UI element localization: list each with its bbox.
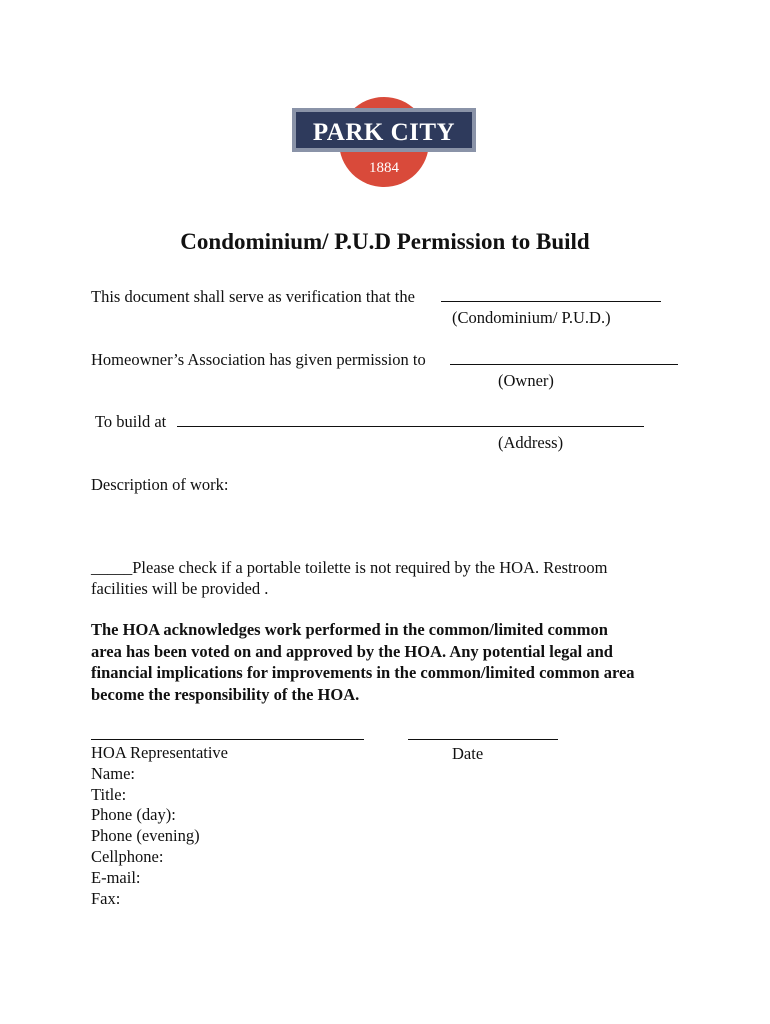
representative-signature-line[interactable] [91, 739, 364, 740]
logo-year: 1884 [369, 160, 399, 176]
page-title: Condominium/ P.U.D Permission to Build [180, 229, 590, 254]
acknowledgement-line: The HOA acknowledges work performed in the common/limited common [91, 620, 608, 639]
rep-label: HOA Representative [91, 743, 229, 762]
permission-text: Homeowner’s Association has given permission to [91, 350, 426, 369]
rep-field-fax: Fax: [91, 888, 121, 908]
acknowledgement-line: become the responsibility of the HOA. [91, 684, 360, 704]
build-text: To build at [95, 412, 167, 431]
rep-field-name: Name: [91, 763, 135, 783]
representative-fields [91, 743, 228, 909]
rep-field-cellphone: Cellphone: [91, 846, 164, 866]
condominium-caption: (Condominium/ P.U.D.) [452, 308, 611, 327]
acknowledgement-line: financial implications for improvements in the common/limited common area [91, 663, 635, 682]
rep-field-email: E-mail: [91, 867, 141, 887]
date-label: Date [452, 744, 484, 763]
acknowledgement-line: area has been voted on and approved by the HOA. Any potential legal and [91, 641, 613, 661]
description-label: Description of work: [91, 475, 229, 494]
toilette-note: facilities will be provided . [91, 579, 269, 598]
rep-field-phone-evening: Phone (evening) [91, 826, 200, 846]
toilette-check-line[interactable]: _____Please check if a portable toilette is not required by the HOA. Restroom [91, 558, 608, 577]
owner-caption: (Owner) [498, 371, 554, 390]
address-field[interactable] [177, 426, 644, 427]
rep-field-title: Title: [91, 784, 127, 804]
acknowledgement-paragraph [91, 619, 691, 705]
park-city-logo [288, 90, 480, 194]
owner-field[interactable] [450, 364, 678, 365]
rep-field-phone-day: Phone (day): [91, 805, 176, 825]
condominium-field[interactable] [441, 301, 661, 302]
address-caption: (Address) [498, 433, 564, 452]
logo-name: PARK CITY [312, 119, 456, 146]
date-signature-line[interactable] [408, 739, 558, 740]
verification-text: This document shall serve as verification that the [91, 287, 415, 306]
